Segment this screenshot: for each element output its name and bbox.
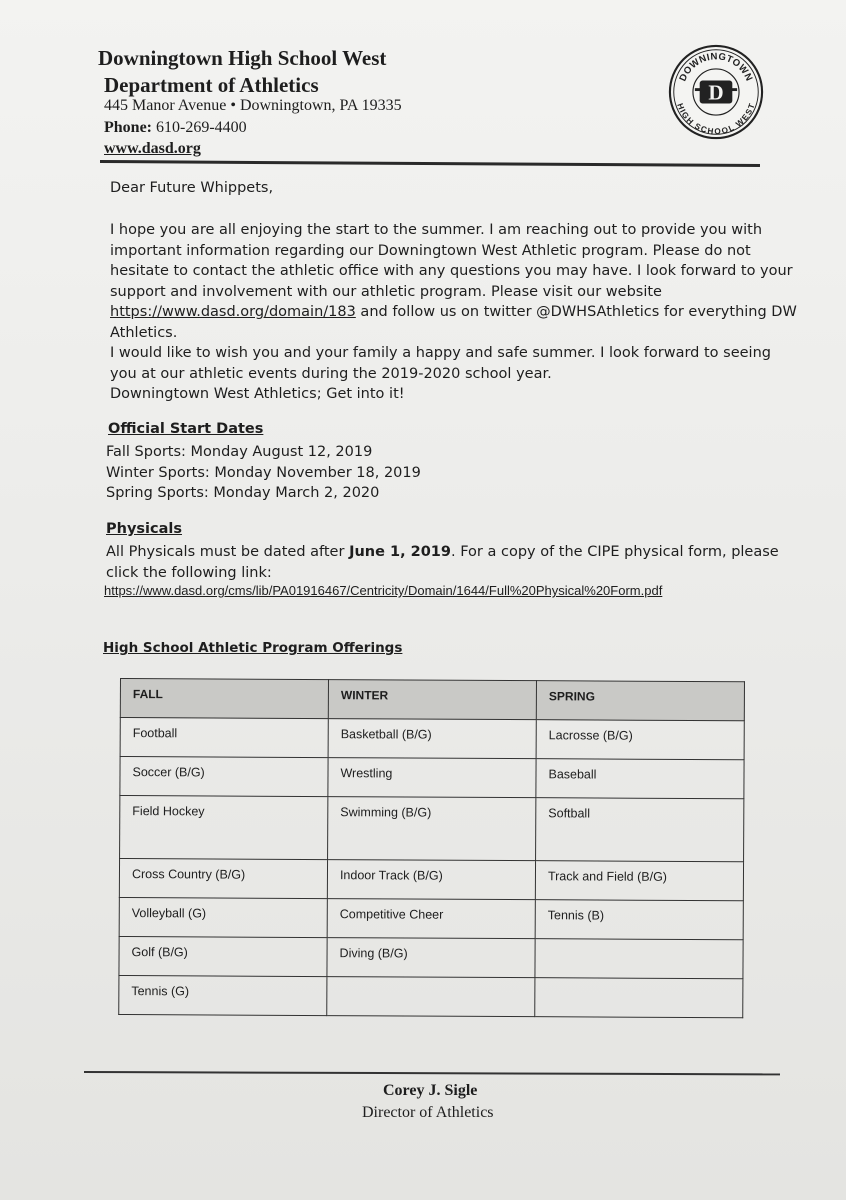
body-paragraph-2: I would like to wish you and your family a happy and safe summer. I look forward to seeing you at our athletic events during the 2019-2020 school year.: [110, 345, 771, 382]
seal-bottom-text: HIGH SCHOOL WEST: [675, 102, 757, 137]
table-cell: Competitive Cheer: [327, 899, 535, 939]
table-cell: Field Hockey: [120, 796, 328, 860]
table-cell: Baseball: [536, 759, 744, 799]
school-name: Downingtown High School West: [98, 46, 387, 70]
greeting: Dear Future Whippets,: [110, 180, 274, 196]
table-cell: Track and Field (B/G): [535, 861, 743, 901]
body-text-2: and follow us on twitter @DWHSAthletics for everything DW Athletics.: [110, 304, 797, 341]
body-text-1: I hope you are all enjoying the start to the summer. I am reaching out to provide you with important information regarding our Downingtown West Athletic program. Please do not hesitate to contact the athletic office with any questions you may have. I look forward to your support and involvement with our athletic program. Please visit our website: [110, 222, 793, 300]
table-cell: Golf (B/G): [119, 936, 327, 976]
table-cell: [535, 939, 743, 979]
header-winter: WINTER: [328, 680, 536, 720]
table-row: [119, 975, 743, 1017]
seal-monogram: D: [708, 80, 724, 105]
athletics-website-link[interactable]: https://www.dasd.org/domain/183: [110, 304, 356, 320]
table-cell: Volleyball (G): [119, 897, 327, 937]
table-cell: Lacrosse (B/G): [536, 720, 744, 760]
physical-form-link[interactable]: https://www.dasd.org/cms/lib/PA01916467/Centricity/Domain/1644/Full%20Physical%20Form.pdf: [104, 583, 663, 598]
signatory-title: Director of Athletics: [362, 1104, 494, 1121]
table-row: [119, 936, 743, 978]
table-cell: Football: [120, 718, 328, 758]
letterhead-divider: [100, 160, 760, 167]
physicals-date: June 1, 2019: [349, 544, 451, 560]
website-link[interactable]: www.dasd.org: [104, 140, 201, 157]
phone-number: 610-269-4400: [156, 119, 247, 136]
table-header-row: [120, 679, 744, 721]
table-cell: [535, 978, 743, 1018]
seal-top-text: DOWNINGTOWN: [677, 51, 755, 84]
school-seal-logo: [668, 44, 764, 140]
offerings-title: High School Athletic Program Offerings: [103, 640, 403, 656]
department-name: Department of Athletics: [104, 73, 319, 97]
start-date-spring: Spring Sports: Monday March 2, 2020: [106, 485, 380, 501]
table-cell: Indoor Track (B/G): [327, 860, 535, 900]
body-paragraph-3: Downingtown West Athletics; Get into it!: [110, 386, 405, 402]
start-date-fall: Fall Sports: Monday August 12, 2019: [106, 444, 373, 460]
table-cell: Basketball (B/G): [328, 719, 536, 759]
physicals-text-1: All Physicals must be dated after: [106, 544, 350, 560]
address: 445 Manor Avenue • Downingtown, PA 19335: [104, 97, 402, 114]
start-dates-list: [106, 442, 421, 504]
table-row: [120, 718, 744, 760]
phone-label: Phone:: [104, 119, 152, 136]
table-cell: Swimming (B/G): [328, 797, 536, 861]
table-cell: Cross Country (B/G): [119, 859, 327, 899]
table-cell: Soccer (B/G): [120, 757, 328, 797]
table-cell: Diving (B/G): [327, 938, 535, 978]
physicals-text-2: . For a copy of the CIPE physical form, please click the following link:: [106, 544, 779, 581]
header-fall: FALL: [120, 679, 328, 719]
start-date-winter: Winter Sports: Monday November 18, 2019: [106, 464, 421, 481]
offerings-table-wrap: [120, 678, 748, 1015]
start-dates-title: Official Start Dates: [108, 421, 264, 437]
table-cell: Softball: [536, 798, 744, 862]
letter-body: [110, 220, 800, 405]
phone-line: [104, 119, 247, 137]
table-row: [119, 859, 743, 901]
signatory-name: Corey J. Sigle: [383, 1082, 478, 1099]
signature-line: [84, 1071, 780, 1075]
offerings-table: [118, 678, 745, 1018]
header-spring: SPRING: [536, 681, 744, 721]
table-row: [120, 796, 744, 862]
table-cell: Tennis (B): [535, 900, 743, 940]
table-cell: [327, 977, 535, 1017]
table-row: [119, 897, 743, 939]
table-row: [120, 757, 744, 799]
physicals-title: Physicals: [106, 521, 182, 537]
table-cell: Wrestling: [328, 758, 536, 798]
table-cell: Tennis (G): [119, 975, 327, 1015]
physicals-text: [106, 542, 796, 583]
